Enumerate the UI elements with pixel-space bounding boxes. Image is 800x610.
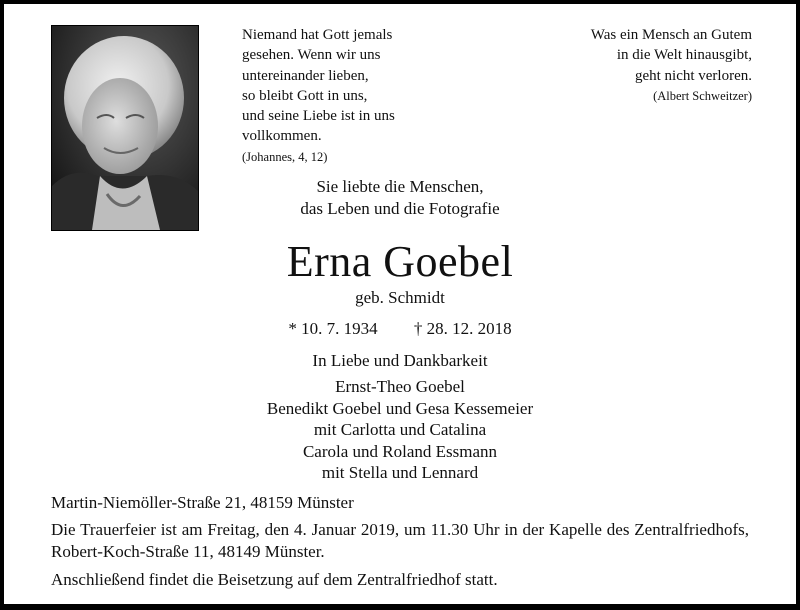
love-line: In Liebe und Dankbarkeit <box>312 351 488 370</box>
quote-line: vollkommen. <box>242 128 322 145</box>
quote-line: so bleibt Gott in uns, <box>242 87 368 104</box>
life-dates <box>4 318 796 340</box>
family-address: Martin-Niemöller-Straße 21, 48159 Münster <box>51 493 354 512</box>
death-date: † 28. 12. 2018 <box>413 319 512 338</box>
ceremony-info: Die Trauerfeier ist am Freitag, den 4. Januar 2019, um 11.30 Uhr in der Kapelle des Zentralfriedhofs, Robert-Koch-Straße 11, 48149 Münster. <box>51 520 749 561</box>
family-member: Ernst-Theo Goebel <box>335 377 465 396</box>
quote-line: untereinander lieben, <box>242 67 369 84</box>
quote-line: Was ein Mensch an Gutem <box>590 27 752 43</box>
maiden-name: geb. Schmidt <box>355 288 445 307</box>
motto-line: das Leben und die Fotografie <box>300 199 500 218</box>
family-member: Carola und Roland Essmann <box>302 441 498 461</box>
deceased-name: Erna Goebel <box>286 237 514 286</box>
quote-line: geht nicht verloren. <box>634 67 752 84</box>
schweitzer-quote <box>492 25 752 106</box>
quote-line: Niemand hat Gott jemals <box>242 27 393 43</box>
quote-source: (Albert Schweitzer) <box>653 88 752 103</box>
quote-line: in die Welt hinausgibt, <box>616 47 752 64</box>
burial-info: Anschließend findet die Beisetzung auf dem Zentralfriedhof statt. <box>51 570 498 589</box>
family-list <box>4 376 796 484</box>
family-member: Benedikt Goebel und Gesa Kessemeier <box>266 398 534 418</box>
bible-quote <box>242 25 472 167</box>
family-member: mit Stella und Lennard <box>321 463 479 482</box>
motto <box>4 176 796 220</box>
quote-line: gesehen. Wenn wir uns <box>242 47 381 64</box>
obituary-card <box>4 4 796 604</box>
motto-line: Sie liebte die Menschen, <box>316 177 484 196</box>
birth-date: * 10. 7. 1934 <box>288 319 378 338</box>
quote-source: (Johannes, 4, 12) <box>242 149 328 164</box>
quote-line: und seine Liebe ist in uns <box>242 108 395 125</box>
family-member: mit Carlotta und Catalina <box>313 420 487 439</box>
